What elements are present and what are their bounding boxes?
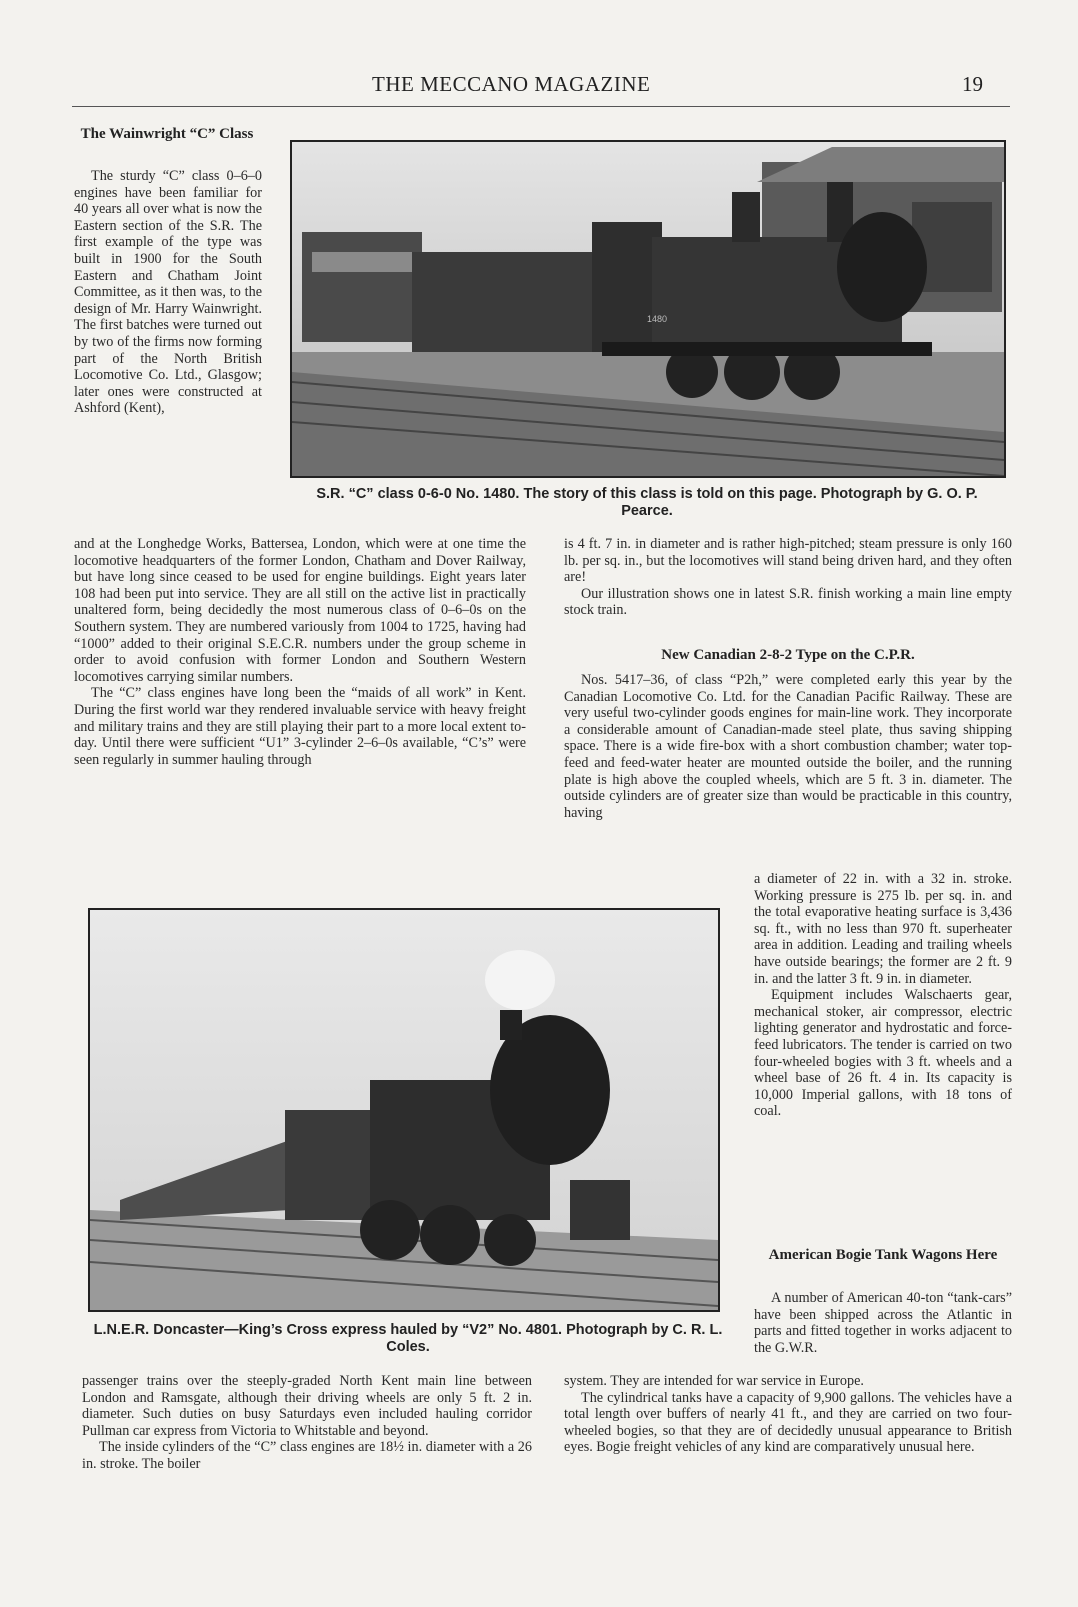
wainwright-para-4: Our illustration shows one in latest S.R. finish working a main line empty stock train. [564, 585, 1012, 619]
canadian-heading: New Canadian 2-8-2 Type on the C.P.R. [661, 647, 915, 663]
canadian-para-2: Equipment includes Walschaerts gear, mechanical stoker, air compressor, electric lighting generator and hydrostatic and force-feed lubricators. The tender is carried on two four-wheeled bogies with 3 ft. wheels and a wheel base of 26 ft. 4 in. Its capacity is 10,000 Imperial gallons, with 18 tons of coal. [754, 987, 1012, 1120]
header-rule [72, 106, 1010, 107]
wainwright-para-3: The inside cylinders of the “C” class engines are 18½ in. diameter with a 26 in. stroke. The boiler [82, 1439, 532, 1472]
page-number: 19 [962, 72, 983, 96]
bottom-right-column [564, 1373, 1012, 1456]
wainwright-para-2: The “C” class engines have long been the “maids of all work” in Kent. During the first world war they rendered invaluable service with heavy freight and military trains and they are still playing their part to a more local extent to-day. Until there were sufficient “U1” 3-cylinder 2–6–0s available, “C’s” were seen regularly in summer hauling through [74, 685, 526, 768]
photo-lner-v2 [88, 908, 720, 1312]
bottom-left-column [82, 1373, 532, 1473]
wainwright-para-2-cont: passenger trains over the steeply-graded North Kent main line between London and Ramsgate, although their driving wheels are only 5 ft. 2 in. diameter. Such duties on busy Saturdays even included hauling corridor Pullman car express from Victoria to Whitstable and beyond. [82, 1373, 532, 1439]
photo-bottom-caption: L.N.E.R. Doncaster—King’s Cross express hauled by “V2” No. 4801. Photograph by C. R. L. Coles. [93, 1322, 723, 1355]
wainwright-heading: The Wainwright “C” Class [80, 126, 254, 142]
canadian-para-1: Nos. 5417–36, of class “P2h,” were completed early this year by the Canadian Locomotive Co. Ltd. for the Canadian Pacific Railway. These are very useful two-cylinder goods engines for main-line work. They incorporate a considerable amount of Canadian-made steel plate, thus saving shipping space. There is a wide fire-box with a short combustion chamber; water top-feed and feed-water heater are mounted outside the boiler, and the running plate is high above the coupled wheels, which are 5 ft. 3 in. diameter. The outside cylinders are of greater size than would be practicable in this country, having [564, 672, 1012, 821]
wainwright-intro-text: The sturdy “C” class 0–6–0 engines have been familiar for 40 years all over what is now the Eastern section of the S.R. The first example of the type was built in 1900 for the South Eastern and Chatham Joint Committee, as it then was, to the design of Mr. Harry Wainwright. The first batches were turned out by two of the firms now forming part of the North British Locomotive Co. Ltd., Glasgow; later ones were constructed at Ashford (Kent), [74, 168, 262, 417]
wainwright-para-3-cont: is 4 ft. 7 in. in diameter and is rather high-pitched; steam pressure is only 160 lb. per sq. in., but the locomotives will stand being driven hard, and they often are! [564, 536, 1012, 586]
american-para-2: The cylindrical tanks have a capacity of 9,900 gallons. The vehicles have a total length over buffers of nearly 41 ft., and they are carried on two four-wheeled bogies, so that they are of decidedly unusual appearance to British eyes. Bogie freight vehicles of any kind are comparatively unusual here. [564, 1389, 1012, 1456]
american-para-1: A number of American 40-ton “tank-cars” have been shipped across the Atlantic in parts and fitted together in works adjacent to the G.W.R. [754, 1290, 1012, 1356]
lner-v2-locomotive-image [90, 910, 718, 1310]
photo-sr-c-class [290, 140, 1006, 478]
american-heading: American Bogie Tank Wagons Here [768, 1247, 998, 1263]
wainwright-para-1-cont: and at the Longhedge Works, Battersea, London, which were at one time the locomotive headquarters of the former London, Chatham and Dover Railway, but have long since ceased to be used for engine buildings. Eight years later 108 had been put into service. They are all still on the active list in practically unaltered form, being decidedly the most numerous class of 0–6–0s on the Southern system. They are numbered variously from 1004 to 1725, having had “1000” added to their original S.E.C.R. numbers under the group scheme in order to avoid confusion with former London and Southern Western locomotives carrying similar numbers. [74, 536, 526, 685]
magazine-title: THE MECCANO MAGAZINE [372, 72, 651, 96]
loco-number-plate: 1480 [647, 314, 668, 324]
wainwright-left-column [74, 536, 526, 768]
canadian-para-1-cont: a diameter of 22 in. with a 32 in. stroke. Working pressure is 275 lb. per sq. in. and the total evaporative heating surface is 3,436 sq. ft., with no less than 970 ft. superheater area in addition. Leading and trailing wheels have outside bearings; the former are 2 ft. 9 in. and the latter 3 ft. 9 in. in diameter. [754, 871, 1012, 987]
right-column-narrow [754, 871, 1012, 1120]
american-para-1-cont: system. They are intended for war service in Europe. [564, 1373, 864, 1389]
sr-c-class-locomotive-image [292, 142, 1004, 476]
right-column-upper [564, 536, 1012, 619]
photo-top-caption: S.R. “C” class 0-6-0 No. 1480. The story of this class is told on this page. Photograph by G. O. P. Pearce. [316, 486, 978, 519]
